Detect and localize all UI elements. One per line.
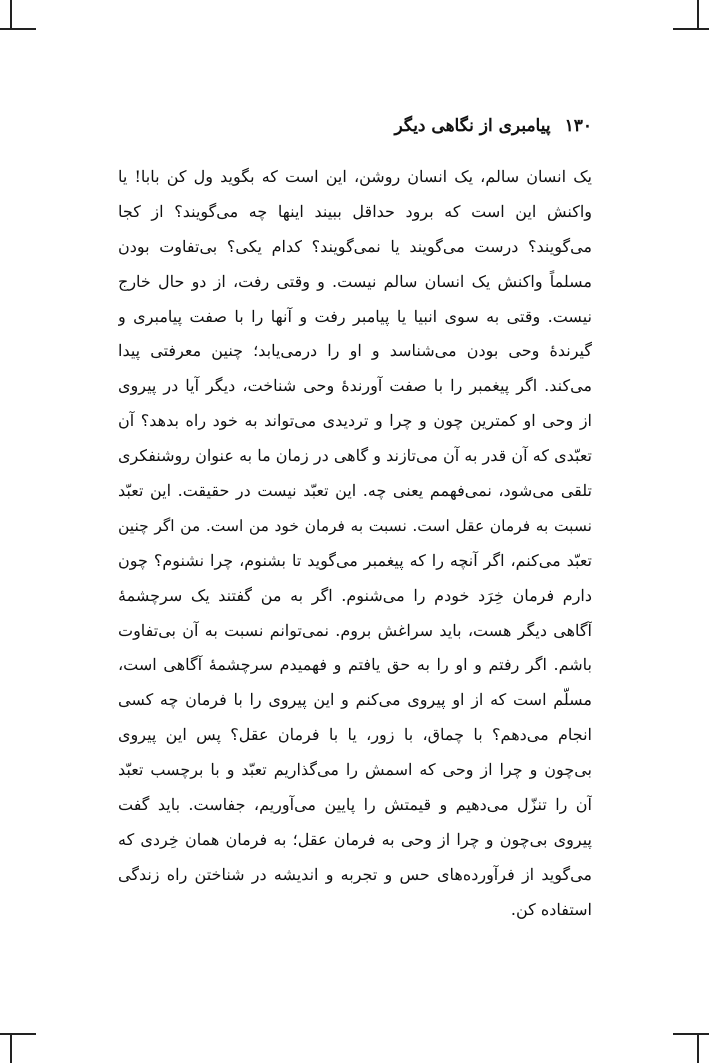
crop-mark-bottom-left-horizontal <box>0 1033 36 1035</box>
text-line: مسلماً واکنش یک انسان سالم نیست. و وقتی رفت، از دو حال خارج <box>118 271 592 291</box>
crop-mark-bottom-right-vertical <box>697 1033 699 1063</box>
text-line: نیست. وقتی به سوی انبیا یا پیامبر رفت و آنها را با صفت پیامبری و <box>118 306 592 326</box>
text-line: تعبّد می‌کنم، اگر آنچه را که پیغمبر می‌گوید تا بشنوم، چرا نشنوم؟ چون <box>118 550 592 570</box>
text-line: می‌کند. اگر پیغمبر را با صفت آورندهٔ وحی شناخت، دیگر آیا در پیروی <box>118 376 592 396</box>
page-number: ۱۳۰ <box>564 116 592 136</box>
text-line: یک انسان سالم، یک انسان روشن، این است که بگوید ول کن بابا! یا <box>118 167 592 186</box>
text-line: تعبّدی که آن قدر به آن می‌تازند و گاهی در زمان ما به عنوان روشنفکری <box>118 446 592 466</box>
crop-mark-top-left-vertical <box>10 0 12 30</box>
text-line: مسلّم است که از او پیروی می‌کنم و این پیروی را با فرمان چه کسی <box>118 690 592 710</box>
text-line: نسبت به فرمان عقل است. نسبت به فرمان خود من است. من اگر چنین <box>118 516 592 535</box>
text-line: از وحی او کمترین چون و چرا و تردیدی می‌تواند به خود راه بدهد؟ آن <box>118 411 592 431</box>
text-line: واکنش این است که برود حداقل ببیند اینها چه می‌گویند؟ از کجا <box>118 201 592 221</box>
text-line-last: استفاده کن. <box>510 899 592 919</box>
text-line: گیرندهٔ وحی بودن می‌شناسد و او را درمی‌یابد؛ چنین معرفتی پیدا <box>118 341 592 361</box>
text-line: می‌گویند؟ درست می‌گویند یا نمی‌گویند؟ کدام یکی؟ بی‌تفاوت بودن <box>118 236 592 256</box>
crop-mark-bottom-right-horizontal <box>673 1033 709 1035</box>
crop-mark-top-right-horizontal <box>673 28 709 30</box>
crop-mark-top-right-vertical <box>697 0 699 30</box>
text-line: دارم فرمان خِرَد خودم را می‌شنوم. اگر به من گفتند یک سرچشمهٔ <box>118 585 592 605</box>
running-title: پیامبری از نگاهی دیگر <box>394 116 551 136</box>
body-text <box>118 160 592 928</box>
text-line: تلقی می‌شود، نمی‌فهمم یعنی چه. این تعبّد نیست در حقیقت. این تعبّد <box>118 481 592 501</box>
running-head <box>118 113 592 139</box>
crop-mark-bottom-left-vertical <box>10 1033 12 1063</box>
text-line: آگاهی دیگر هست، باید سراغش بروم. نمی‌توانم نسبت به آن بی‌تفاوت <box>118 620 592 640</box>
text-line: آن را تنزّل می‌دهیم و قیمتش را پایین می‌آوریم، جفاست. باید گفت <box>118 795 592 815</box>
text-line: پیروی بی‌چون و چرا از وحی به فرمان عقل؛ به فرمان همان خِردی که <box>118 829 592 849</box>
crop-mark-top-left-horizontal <box>0 28 36 30</box>
text-line: بی‌چون و چرا از وحی که اسمش را می‌گذاریم تعبّد و با برچسب تعبّد <box>118 760 592 780</box>
text-line: انجام می‌دهم؟ با چماق، با زور، یا با فرمان عقل؟ پس این پیروی <box>118 725 592 745</box>
text-line: باشم. اگر رفتم و او را به حق یافتم و فهمیدم سرچشمهٔ آگاهی است، <box>118 655 592 675</box>
text-line: می‌گوید از فرآورده‌های حس و تجربه و اندیشه در شناختن راه زندگی <box>118 864 592 884</box>
